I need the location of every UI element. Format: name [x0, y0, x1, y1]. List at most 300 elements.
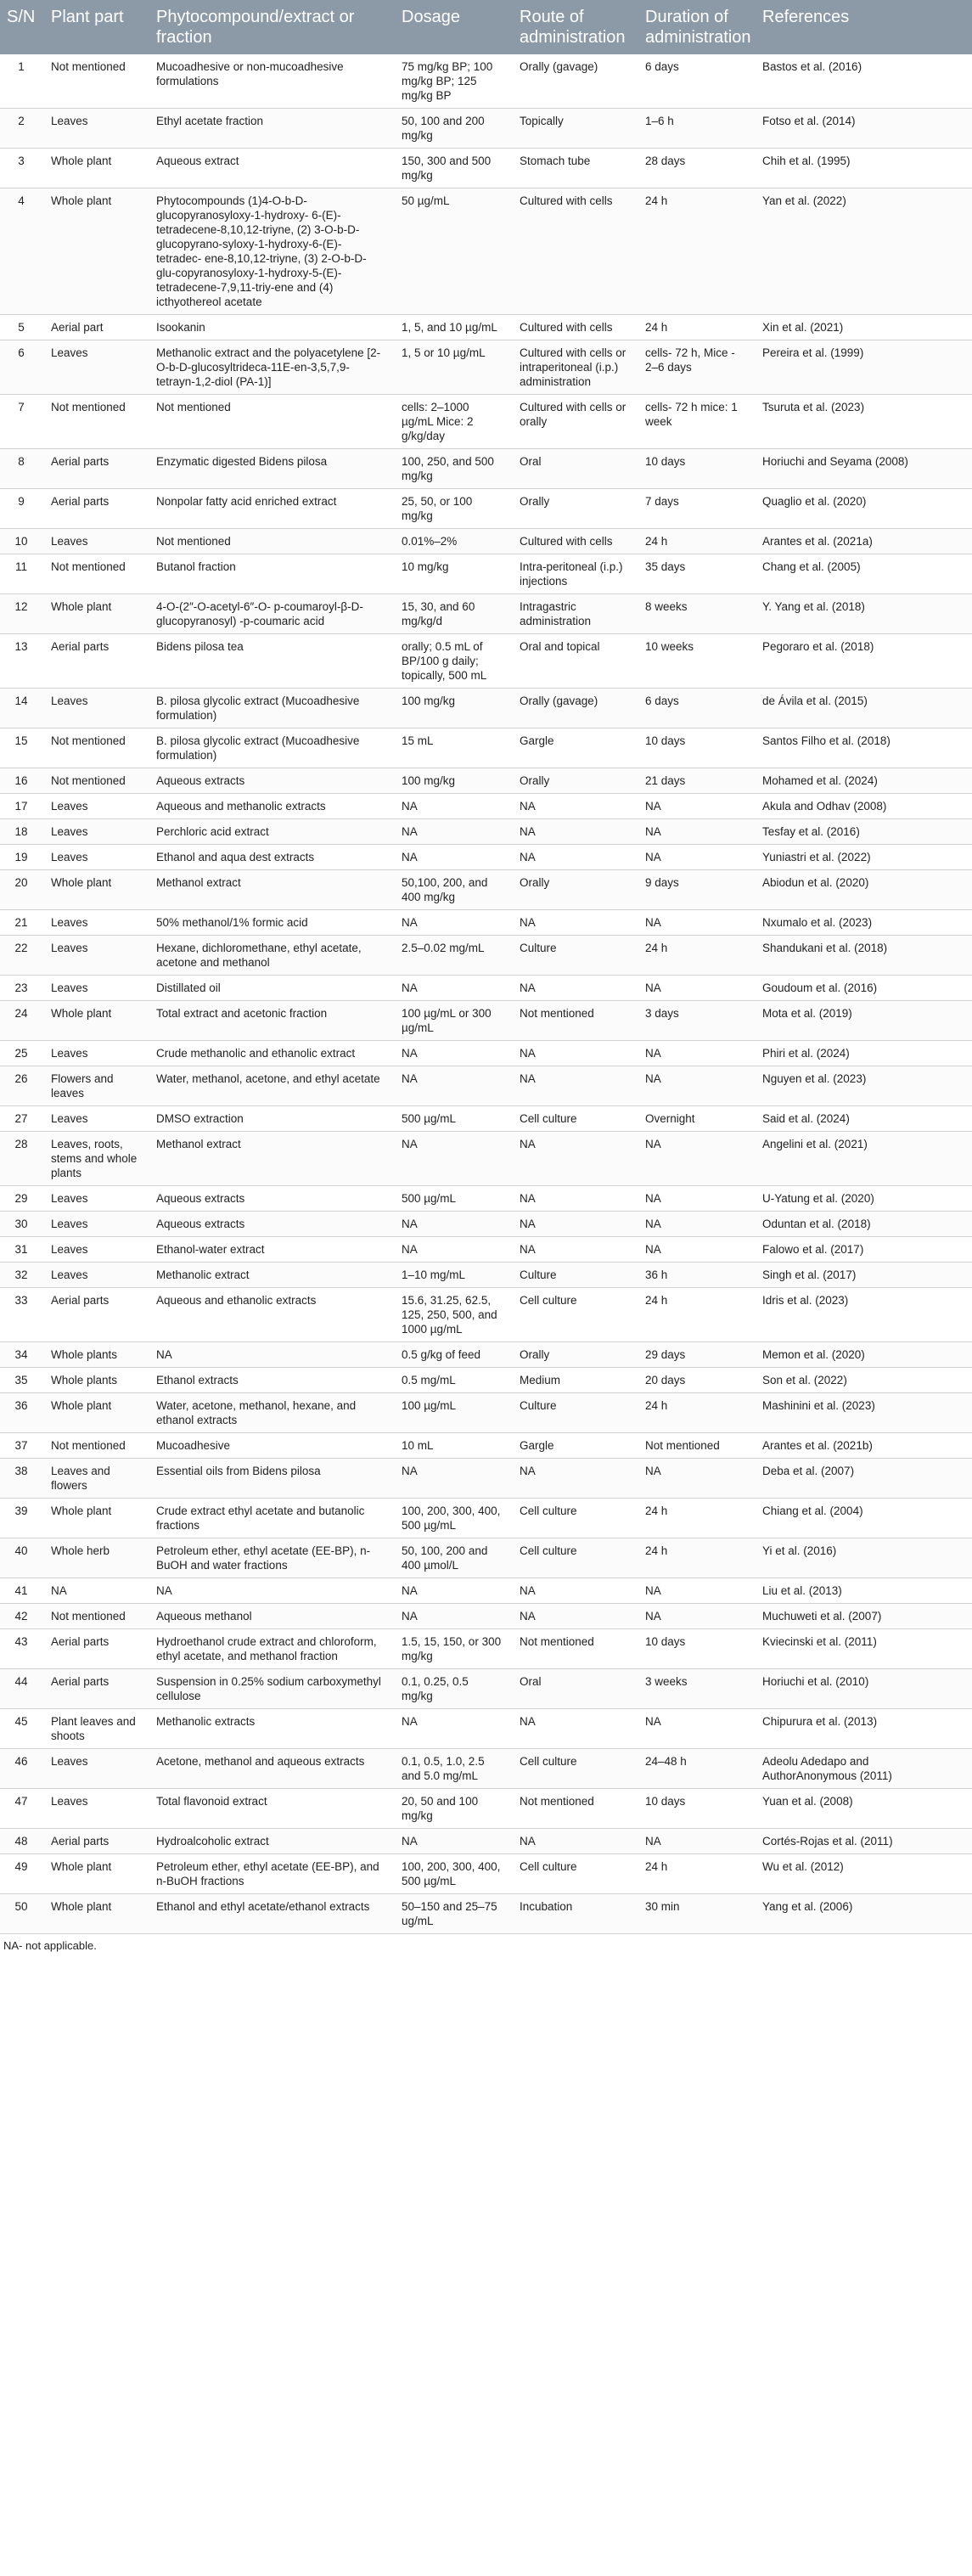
- table-row: [0, 1393, 972, 1433]
- cell-sn: 17: [0, 794, 42, 819]
- cell-plant-part: Whole plant: [42, 1854, 148, 1894]
- cell-sn: 39: [0, 1499, 42, 1538]
- cell-plant-part: Whole plant: [42, 1894, 148, 1934]
- header-sn: S/N: [0, 0, 42, 54]
- table-row: [0, 1669, 972, 1709]
- table-row: [0, 634, 972, 689]
- cell-phytocompound: Hydroalcoholic extract: [148, 1829, 393, 1854]
- cell-duration: cells- 72 h mice: 1 week: [637, 395, 754, 449]
- cell-dosage: NA: [393, 1237, 511, 1263]
- cell-sn: 9: [0, 489, 42, 529]
- cell-phytocompound: Bidens pilosa tea: [148, 634, 393, 689]
- cell-duration: NA: [637, 1041, 754, 1066]
- cell-phytocompound: Perchloric acid extract: [148, 819, 393, 845]
- cell-duration: NA: [637, 1459, 754, 1499]
- cell-dosage: cells: 2–1000 µg/mL Mice: 2 g/kg/day: [393, 395, 511, 449]
- cell-sn: 22: [0, 936, 42, 976]
- cell-dosage: 0.5 g/kg of feed: [393, 1342, 511, 1368]
- cell-dosage: NA: [393, 794, 511, 819]
- cell-plant-part: Leaves: [42, 976, 148, 1001]
- cell-plant-part: Leaves: [42, 340, 148, 395]
- cell-route: NA: [511, 976, 637, 1001]
- cell-sn: 6: [0, 340, 42, 395]
- cell-sn: 4: [0, 188, 42, 315]
- cell-duration: 24 h: [637, 1288, 754, 1342]
- cell-plant-part: Leaves: [42, 1212, 148, 1237]
- cell-plant-part: Plant leaves and shoots: [42, 1709, 148, 1749]
- table-row: [0, 489, 972, 529]
- table-row: [0, 1106, 972, 1132]
- cell-route: Orally (gavage): [511, 689, 637, 728]
- cell-phytocompound: DMSO extraction: [148, 1106, 393, 1132]
- cell-sn: 18: [0, 819, 42, 845]
- cell-reference: Muchuweti et al. (2007): [754, 1604, 972, 1629]
- cell-sn: 15: [0, 728, 42, 768]
- cell-reference: Singh et al. (2017): [754, 1263, 972, 1288]
- cell-reference: Kviecinski et al. (2011): [754, 1629, 972, 1669]
- cell-duration: 9 days: [637, 870, 754, 910]
- cell-sn: 32: [0, 1263, 42, 1288]
- cell-sn: 43: [0, 1629, 42, 1669]
- cell-plant-part: Leaves and flowers: [42, 1459, 148, 1499]
- cell-plant-part: Whole plants: [42, 1342, 148, 1368]
- cell-duration: 24 h: [637, 1393, 754, 1433]
- cell-plant-part: Leaves: [42, 794, 148, 819]
- cell-reference: Wu et al. (2012): [754, 1854, 972, 1894]
- cell-duration: NA: [637, 819, 754, 845]
- cell-reference: Yuan et al. (2008): [754, 1789, 972, 1829]
- table-row: [0, 1709, 972, 1749]
- cell-phytocompound: Isookanin: [148, 315, 393, 340]
- cell-phytocompound: Crude methanolic and ethanolic extract: [148, 1041, 393, 1066]
- cell-route: Cultured with cells: [511, 188, 637, 315]
- cell-dosage: NA: [393, 1132, 511, 1186]
- table-row: [0, 149, 972, 188]
- table-row: [0, 728, 972, 768]
- table-row: [0, 794, 972, 819]
- cell-phytocompound: Acetone, methanol and aqueous extracts: [148, 1749, 393, 1789]
- cell-plant-part: Whole plant: [42, 1393, 148, 1433]
- cell-route: Stomach tube: [511, 149, 637, 188]
- cell-reference: Deba et al. (2007): [754, 1459, 972, 1499]
- cell-plant-part: Not mentioned: [42, 1604, 148, 1629]
- cell-dosage: 1, 5 or 10 µg/mL: [393, 340, 511, 395]
- cell-dosage: NA: [393, 819, 511, 845]
- cell-duration: 1–6 h: [637, 109, 754, 149]
- cell-dosage: NA: [393, 1041, 511, 1066]
- table-row: [0, 1041, 972, 1066]
- table-row: [0, 1368, 972, 1393]
- cell-sn: 49: [0, 1854, 42, 1894]
- header-plant-part: Plant part: [42, 0, 148, 54]
- cell-reference: Horiuchi et al. (2010): [754, 1669, 972, 1709]
- cell-duration: 24 h: [637, 315, 754, 340]
- cell-reference: Chipurura et al. (2013): [754, 1709, 972, 1749]
- cell-duration: NA: [637, 1212, 754, 1237]
- cell-dosage: 10 mg/kg: [393, 554, 511, 594]
- cell-sn: 13: [0, 634, 42, 689]
- cell-phytocompound: Methanolic extracts: [148, 1709, 393, 1749]
- cell-reference: Chih et al. (1995): [754, 149, 972, 188]
- cell-route: Orally (gavage): [511, 54, 637, 109]
- cell-reference: Fotso et al. (2014): [754, 109, 972, 149]
- table-row: [0, 594, 972, 634]
- cell-plant-part: Whole plant: [42, 1499, 148, 1538]
- cell-plant-part: Leaves: [42, 819, 148, 845]
- cell-reference: U-Yatung et al. (2020): [754, 1186, 972, 1212]
- cell-sn: 2: [0, 109, 42, 149]
- cell-duration: 3 days: [637, 1001, 754, 1041]
- cell-duration: NA: [637, 1066, 754, 1106]
- cell-duration: NA: [637, 1709, 754, 1749]
- cell-sn: 19: [0, 845, 42, 870]
- cell-route: Cultured with cells or intraperitoneal (i.p.) administration: [511, 340, 637, 395]
- table-row: [0, 1342, 972, 1368]
- cell-route: Cell culture: [511, 1538, 637, 1578]
- cell-sn: 48: [0, 1829, 42, 1854]
- table-row: [0, 1237, 972, 1263]
- cell-sn: 21: [0, 910, 42, 936]
- cell-phytocompound: B. pilosa glycolic extract (Mucoadhesive formulation): [148, 689, 393, 728]
- cell-reference: Mashinini et al. (2023): [754, 1393, 972, 1433]
- cell-plant-part: Leaves: [42, 1041, 148, 1066]
- table-row: [0, 54, 972, 109]
- cell-dosage: 50 µg/mL: [393, 188, 511, 315]
- cell-sn: 50: [0, 1894, 42, 1934]
- cell-phytocompound: Enzymatic digested Bidens pilosa: [148, 449, 393, 489]
- cell-dosage: 0.1, 0.5, 1.0, 2.5 and 5.0 mg/mL: [393, 1749, 511, 1789]
- cell-route: Not mentioned: [511, 1789, 637, 1829]
- cell-reference: Nguyen et al. (2023): [754, 1066, 972, 1106]
- cell-plant-part: Not mentioned: [42, 728, 148, 768]
- cell-dosage: 0.1, 0.25, 0.5 mg/kg: [393, 1669, 511, 1709]
- cell-route: Gargle: [511, 728, 637, 768]
- cell-sn: 34: [0, 1342, 42, 1368]
- table-row: [0, 768, 972, 794]
- cell-plant-part: Leaves: [42, 845, 148, 870]
- cell-phytocompound: 4-O-(2″-O-acetyl-6″-O- p-coumaroyl-β-D-glucopyranosyl) -p-coumaric acid: [148, 594, 393, 634]
- cell-phytocompound: Aqueous methanol: [148, 1604, 393, 1629]
- cell-dosage: 500 µg/mL: [393, 1186, 511, 1212]
- cell-sn: 44: [0, 1669, 42, 1709]
- cell-phytocompound: Hydroethanol crude extract and chloroform, ethyl acetate, and methanol fraction: [148, 1629, 393, 1669]
- cell-plant-part: Leaves: [42, 109, 148, 149]
- cell-route: Cell culture: [511, 1749, 637, 1789]
- cell-reference: Horiuchi and Seyama (2008): [754, 449, 972, 489]
- cell-route: Oral: [511, 449, 637, 489]
- table-row: [0, 449, 972, 489]
- cell-phytocompound: Not mentioned: [148, 395, 393, 449]
- cell-phytocompound: Phytocompounds (1)4-O-b-D-glucopyranosyloxy-1-hydroxy- 6-(E)-tetradecene-8,10,12-triyne, (2) 3-O-b-D-glucopyrano-syloxy-1-hydroxy-6-(E)-tetradec- ene-8,10,12-triyne, (3) 2-O-b-D-glu-copyranosyloxy-1-hydroxy-5-(E)-tetradecene-7,9,11-triy-ene and (4) icthyothereol acetate: [148, 188, 393, 315]
- cell-dosage: NA: [393, 1578, 511, 1604]
- cell-route: Culture: [511, 1393, 637, 1433]
- table-row: [0, 870, 972, 910]
- cell-route: Culture: [511, 936, 637, 976]
- cell-duration: cells- 72 h, Mice - 2–6 days: [637, 340, 754, 395]
- cell-reference: Arantes et al. (2021b): [754, 1433, 972, 1459]
- cell-sn: 27: [0, 1106, 42, 1132]
- cell-sn: 7: [0, 395, 42, 449]
- table-row: [0, 910, 972, 936]
- cell-route: NA: [511, 1066, 637, 1106]
- cell-phytocompound: Water, methanol, acetone, and ethyl acetate: [148, 1066, 393, 1106]
- cell-phytocompound: Mucoadhesive or non-mucoadhesive formulations: [148, 54, 393, 109]
- cell-route: NA: [511, 1041, 637, 1066]
- cell-reference: Nxumalo et al. (2023): [754, 910, 972, 936]
- cell-phytocompound: Ethanol and aqua dest extracts: [148, 845, 393, 870]
- cell-plant-part: Leaves: [42, 936, 148, 976]
- cell-sn: 26: [0, 1066, 42, 1106]
- cell-phytocompound: Petroleum ether, ethyl acetate (EE-BP), n-BuOH and water fractions: [148, 1538, 393, 1578]
- header-row: [0, 0, 972, 54]
- cell-plant-part: Aerial parts: [42, 1288, 148, 1342]
- cell-dosage: 100 mg/kg: [393, 768, 511, 794]
- cell-dosage: 100, 200, 300, 400, 500 µg/mL: [393, 1854, 511, 1894]
- cell-reference: Yang et al. (2006): [754, 1894, 972, 1934]
- cell-reference: Abiodun et al. (2020): [754, 870, 972, 910]
- cell-route: Cell culture: [511, 1288, 637, 1342]
- cell-sn: 25: [0, 1041, 42, 1066]
- cell-sn: 47: [0, 1789, 42, 1829]
- cell-sn: 28: [0, 1132, 42, 1186]
- cell-reference: Goudoum et al. (2016): [754, 976, 972, 1001]
- table-row: [0, 1001, 972, 1041]
- cell-plant-part: Not mentioned: [42, 768, 148, 794]
- cell-dosage: NA: [393, 845, 511, 870]
- cell-plant-part: Leaves: [42, 529, 148, 554]
- cell-duration: NA: [637, 1186, 754, 1212]
- table-row: [0, 395, 972, 449]
- cell-plant-part: Whole plant: [42, 594, 148, 634]
- cell-reference: Chiang et al. (2004): [754, 1499, 972, 1538]
- cell-plant-part: Aerial parts: [42, 634, 148, 689]
- cell-reference: Yi et al. (2016): [754, 1538, 972, 1578]
- cell-phytocompound: Ethanol extracts: [148, 1368, 393, 1393]
- table-row: [0, 188, 972, 315]
- cell-reference: Tsuruta et al. (2023): [754, 395, 972, 449]
- cell-route: Cultured with cells: [511, 529, 637, 554]
- cell-plant-part: Leaves: [42, 1186, 148, 1212]
- cell-duration: NA: [637, 910, 754, 936]
- cell-reference: Son et al. (2022): [754, 1368, 972, 1393]
- cell-route: Intragastric administration: [511, 594, 637, 634]
- cell-route: NA: [511, 910, 637, 936]
- cell-sn: 12: [0, 594, 42, 634]
- cell-dosage: NA: [393, 1709, 511, 1749]
- table-row: [0, 1829, 972, 1854]
- cell-sn: 10: [0, 529, 42, 554]
- cell-dosage: 100, 250, and 500 mg/kg: [393, 449, 511, 489]
- cell-reference: Memon et al. (2020): [754, 1342, 972, 1368]
- cell-route: Not mentioned: [511, 1629, 637, 1669]
- cell-duration: 6 days: [637, 54, 754, 109]
- cell-dosage: NA: [393, 1604, 511, 1629]
- cell-phytocompound: Aqueous and methanolic extracts: [148, 794, 393, 819]
- cell-reference: Chang et al. (2005): [754, 554, 972, 594]
- cell-sn: 5: [0, 315, 42, 340]
- cell-phytocompound: 50% methanol/1% formic acid: [148, 910, 393, 936]
- cell-reference: Arantes et al. (2021a): [754, 529, 972, 554]
- cell-dosage: 25, 50, or 100 mg/kg: [393, 489, 511, 529]
- cell-duration: 24 h: [637, 1499, 754, 1538]
- cell-phytocompound: Methanol extract: [148, 1132, 393, 1186]
- cell-plant-part: Not mentioned: [42, 395, 148, 449]
- cell-reference: Xin et al. (2021): [754, 315, 972, 340]
- cell-phytocompound: NA: [148, 1578, 393, 1604]
- cell-plant-part: Leaves: [42, 689, 148, 728]
- cell-duration: 20 days: [637, 1368, 754, 1393]
- cell-duration: 28 days: [637, 149, 754, 188]
- cell-route: NA: [511, 1604, 637, 1629]
- cell-phytocompound: Aqueous extracts: [148, 1186, 393, 1212]
- cell-dosage: 15 mL: [393, 728, 511, 768]
- cell-sn: 3: [0, 149, 42, 188]
- cell-duration: NA: [637, 845, 754, 870]
- table-row: [0, 315, 972, 340]
- cell-duration: 29 days: [637, 1342, 754, 1368]
- cell-reference: Shandukani et al. (2018): [754, 936, 972, 976]
- cell-duration: 35 days: [637, 554, 754, 594]
- cell-sn: 36: [0, 1393, 42, 1433]
- cell-phytocompound: Ethanol-water extract: [148, 1237, 393, 1263]
- cell-phytocompound: Methanolic extract and the polyacetylene [2-O-b-D-glucosyltrideca-11E-en-3,5,7,9-tetrayn-1,2-diol (PA-1)]: [148, 340, 393, 395]
- cell-sn: 20: [0, 870, 42, 910]
- table-row: [0, 845, 972, 870]
- table-row: [0, 1749, 972, 1789]
- cell-route: Oral and topical: [511, 634, 637, 689]
- table-row: [0, 819, 972, 845]
- table-row: [0, 529, 972, 554]
- cell-duration: 8 weeks: [637, 594, 754, 634]
- cell-duration: 21 days: [637, 768, 754, 794]
- cell-reference: Tesfay et al. (2016): [754, 819, 972, 845]
- cell-duration: 24 h: [637, 936, 754, 976]
- cell-duration: NA: [637, 1829, 754, 1854]
- cell-phytocompound: Aqueous extract: [148, 149, 393, 188]
- cell-duration: 36 h: [637, 1263, 754, 1288]
- cell-dosage: 100 µg/mL or 300 µg/mL: [393, 1001, 511, 1041]
- cell-duration: 7 days: [637, 489, 754, 529]
- cell-reference: Pegoraro et al. (2018): [754, 634, 972, 689]
- cell-plant-part: Aerial parts: [42, 1629, 148, 1669]
- cell-sn: 45: [0, 1709, 42, 1749]
- cell-reference: Mohamed et al. (2024): [754, 768, 972, 794]
- table-row: [0, 1459, 972, 1499]
- cell-phytocompound: Water, acetone, methanol, hexane, and ethanol extracts: [148, 1393, 393, 1433]
- cell-dosage: 50, 100, 200 and 400 µmol/L: [393, 1538, 511, 1578]
- cell-duration: 24 h: [637, 1854, 754, 1894]
- cell-plant-part: Leaves: [42, 1749, 148, 1789]
- cell-sn: 35: [0, 1368, 42, 1393]
- cell-route: NA: [511, 1459, 637, 1499]
- cell-route: Orally: [511, 1342, 637, 1368]
- cell-plant-part: Aerial parts: [42, 449, 148, 489]
- cell-phytocompound: Essential oils from Bidens pilosa: [148, 1459, 393, 1499]
- table-row: [0, 1263, 972, 1288]
- cell-dosage: NA: [393, 1829, 511, 1854]
- cell-route: Cultured with cells: [511, 315, 637, 340]
- cell-phytocompound: NA: [148, 1342, 393, 1368]
- table-row: [0, 1789, 972, 1829]
- cell-phytocompound: B. pilosa glycolic extract (Mucoadhesive formulation): [148, 728, 393, 768]
- cell-sn: 23: [0, 976, 42, 1001]
- cell-phytocompound: Total extract and acetonic fraction: [148, 1001, 393, 1041]
- cell-dosage: 50–150 and 25–75 ug/mL: [393, 1894, 511, 1934]
- cell-plant-part: Whole plants: [42, 1368, 148, 1393]
- cell-duration: NA: [637, 1237, 754, 1263]
- cell-route: Cell culture: [511, 1499, 637, 1538]
- table-row: [0, 1578, 972, 1604]
- cell-plant-part: Not mentioned: [42, 1433, 148, 1459]
- table-row: [0, 1629, 972, 1669]
- cell-route: NA: [511, 1186, 637, 1212]
- cell-route: Incubation: [511, 1894, 637, 1934]
- cell-route: Cell culture: [511, 1106, 637, 1132]
- cell-plant-part: Whole plant: [42, 188, 148, 315]
- cell-sn: 30: [0, 1212, 42, 1237]
- cell-sn: 14: [0, 689, 42, 728]
- footnote: NA- not applicable.: [3, 1939, 97, 1952]
- cell-phytocompound: Butanol fraction: [148, 554, 393, 594]
- cell-phytocompound: Hexane, dichloromethane, ethyl acetate, acetone and methanol: [148, 936, 393, 976]
- cell-duration: 10 days: [637, 1629, 754, 1669]
- cell-reference: Phiri et al. (2024): [754, 1041, 972, 1066]
- cell-plant-part: Aerial part: [42, 315, 148, 340]
- cell-phytocompound: Not mentioned: [148, 529, 393, 554]
- cell-plant-part: Leaves: [42, 1106, 148, 1132]
- table-row: [0, 689, 972, 728]
- cell-route: NA: [511, 794, 637, 819]
- cell-phytocompound: Mucoadhesive: [148, 1433, 393, 1459]
- cell-sn: 42: [0, 1604, 42, 1629]
- cell-route: Orally: [511, 768, 637, 794]
- cell-reference: Mota et al. (2019): [754, 1001, 972, 1041]
- cell-dosage: 100 µg/mL: [393, 1393, 511, 1433]
- cell-plant-part: Aerial parts: [42, 1829, 148, 1854]
- cell-dosage: NA: [393, 1459, 511, 1499]
- cell-sn: 29: [0, 1186, 42, 1212]
- cell-sn: 40: [0, 1538, 42, 1578]
- cell-reference: Yuniastri et al. (2022): [754, 845, 972, 870]
- cell-sn: 38: [0, 1459, 42, 1499]
- table-row: [0, 1499, 972, 1538]
- cell-duration: NA: [637, 1578, 754, 1604]
- cell-dosage: orally; 0.5 mL of BP/100 g daily; topically, 500 mL: [393, 634, 511, 689]
- cell-plant-part: Leaves: [42, 1789, 148, 1829]
- cell-dosage: 0.5 mg/mL: [393, 1368, 511, 1393]
- cell-sn: 37: [0, 1433, 42, 1459]
- cell-dosage: 75 mg/kg BP; 100 mg/kg BP; 125 mg/kg BP: [393, 54, 511, 109]
- cell-dosage: 20, 50 and 100 mg/kg: [393, 1789, 511, 1829]
- cell-dosage: 500 µg/mL: [393, 1106, 511, 1132]
- table-body: [0, 54, 972, 1934]
- cell-phytocompound: Aqueous and ethanolic extracts: [148, 1288, 393, 1342]
- cell-duration: NA: [637, 794, 754, 819]
- cell-reference: Quaglio et al. (2020): [754, 489, 972, 529]
- cell-dosage: 1–10 mg/mL: [393, 1263, 511, 1288]
- cell-duration: 6 days: [637, 689, 754, 728]
- table-row: [0, 1186, 972, 1212]
- table-row: [0, 109, 972, 149]
- cell-reference: Yan et al. (2022): [754, 188, 972, 315]
- cell-dosage: 0.01%–2%: [393, 529, 511, 554]
- cell-route: Gargle: [511, 1433, 637, 1459]
- cell-dosage: NA: [393, 976, 511, 1001]
- cell-sn: 11: [0, 554, 42, 594]
- cell-duration: 24–48 h: [637, 1749, 754, 1789]
- cell-reference: Akula and Odhav (2008): [754, 794, 972, 819]
- cell-duration: 24 h: [637, 188, 754, 315]
